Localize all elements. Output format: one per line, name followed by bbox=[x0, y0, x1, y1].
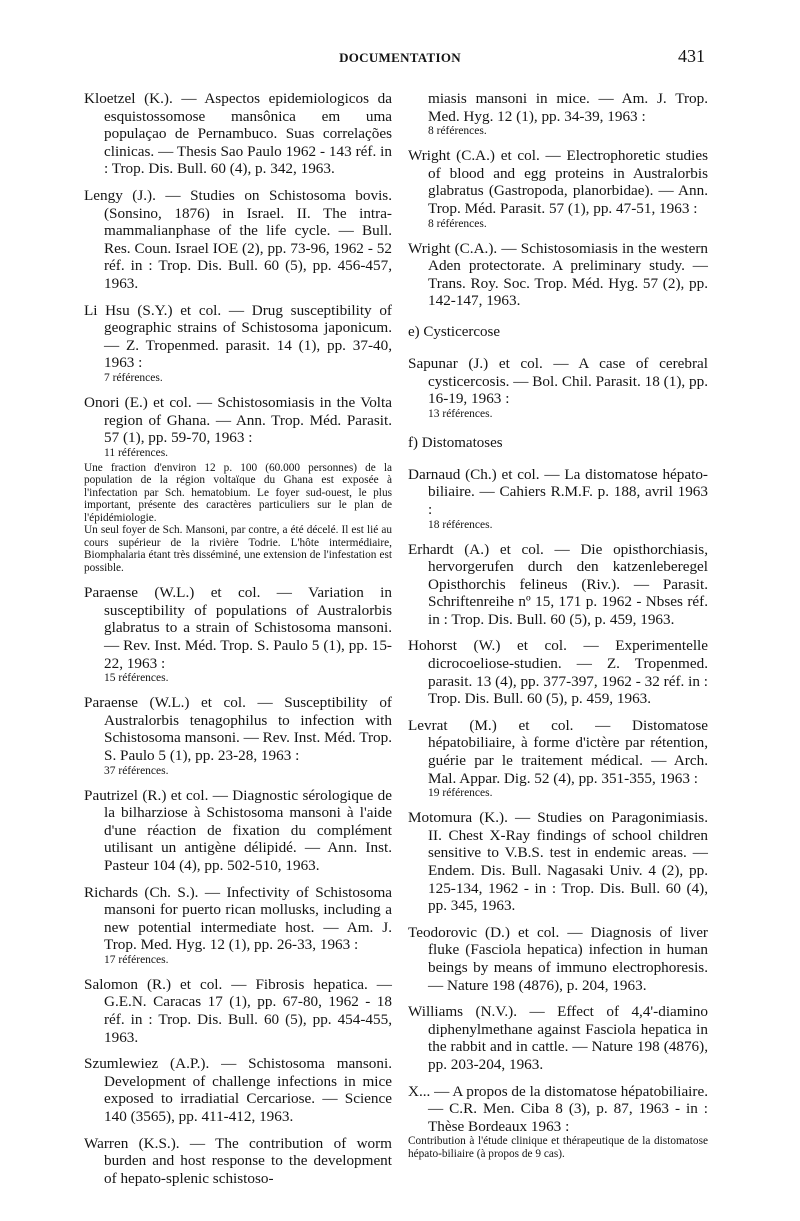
bibliography-entry bbox=[408, 466, 708, 532]
bibliography-entry bbox=[408, 240, 708, 310]
bibliography-entry bbox=[84, 90, 392, 178]
entry-text: Paraense (W.L.) et col. — Susceptibility of Australorbis tenagophilus to infection with Schistosoma mansoni. — Rev. Inst. Méd. Trop. S. Paulo 5 (1), pp. 23-28, 1963 : bbox=[84, 694, 393, 764]
entry-text: Onori (E.) et col. — Schistosomiasis in the Volta region of Ghana. — Ann. Trop. Méd. Parasit. 57 (1), pp. 59-70, 1963 : bbox=[84, 393, 392, 447]
abstract-note: Un seul foyer de Sch. Mansoni, par contre, a été décelé. Il est lié au cours supérieur de la rivière Todrie. L'hôte intermédiaire, Biomphalaria étant très disséminé, une extension de l'infestation est possible. bbox=[84, 524, 392, 574]
entry-text: Szumlewiez (A.P.). — Schistosoma mansoni. Development of challenge infections in mice exposed to irradiatial Cercariose. — Science 140 (3565), pp. 411-412, 1963. bbox=[84, 1055, 392, 1126]
entry-text: Levrat (M.) et col. — Distomatose hépatobiliaire, à forme d'ictère par rétention, guérie par le traitement médical. — Arch. Mal. Appar. Dig. 52 (4), pp. 351-355, 1963 : bbox=[408, 716, 708, 787]
entry-text: Kloetzel (K.). — Aspectos epidemiologicos da esquistossomose mansônica em uma populaçao de Pernambuco. Suas correlações clinicas. — Thesis Sao Paulo 1962 - 143 réf. in : Trop. Dis. Bull. 60 (4), p. 342, 1963. bbox=[84, 90, 392, 178]
left-column bbox=[84, 90, 392, 1196]
bibliography-entry bbox=[84, 584, 392, 685]
bibliography-entry bbox=[84, 976, 392, 1046]
entry-text: Sapunar (J.) et col. — A case of cerebral cysticercosis. — Bol. Chil. Parasit. 18 (1), pp. 16-19, 1963 : bbox=[408, 354, 708, 408]
entry-text: Pautrizel (R.) et col. — Diagnostic sérologique de la bilharziose à Schistosoma mansoni à l'aide d'une réaction de fixation du complément utilisant un antigène délipidé. — Ann. Inst. Pasteur 104 (4), pp. 502-510, 1963. bbox=[84, 786, 392, 874]
reference-count: 37 références. bbox=[104, 764, 169, 777]
section-heading-cysticercose: e) Cysticercose bbox=[408, 323, 501, 340]
bibliography-entry bbox=[84, 1055, 392, 1125]
entry-text: Lengy (J.). — Studies on Schistosoma bovis. (Sonsino, 1876) in Israel. II. The intra-mammalianphase of the life cycle. — Bull. Res. Coun. Israel IOE (2), pp. 73-96, 1962 - 52 réf. in : Trop. Dis. Bull. 60 (5), pp. 456-457, 1963. bbox=[84, 186, 392, 292]
reference-count: 7 références. bbox=[104, 371, 163, 384]
bibliography-entry bbox=[408, 637, 708, 707]
entry-text: Erhardt (A.) et col. — Die opisthorchiasis, hervorgerufen durch den katzenleberegel Opisthorchis felineus (Riv.). — Parasit. Schriftenreihe nº 15, 171 p. 1962 - Nbses réf. in : Trop. Dis. Bull. 60 (5), p. 459, 1963. bbox=[408, 540, 708, 628]
bibliography-entry bbox=[84, 694, 392, 777]
entry-text: Wright (C.A.). — Schistosomiasis in the western Aden protectorate. A preliminary study. — Trans. Roy. Soc. Trop. Méd. Hyg. 57 (2), pp. 142-147, 1963. bbox=[408, 239, 708, 310]
right-column bbox=[408, 90, 708, 1160]
bibliography-entry bbox=[84, 787, 392, 875]
bibliography-entry bbox=[84, 1135, 392, 1188]
entry-text: Motomura (K.). — Studies on Paragonimiasis. II. Chest X-Ray findings of school children sensitive to V.B.S. test in endemic areas. — Endem. Dis. Bull. Nagasaki Univ. 4 (2), pp. 125-134, 1962 - in : Trop. Dis. Bull. 60 (4), pp. 345, 1963. bbox=[408, 809, 708, 915]
entry-text: Wright (C.A.) et col. — Electrophoretic studies of blood and egg proteins in Australorbis glabratus (Gastropoda, planorbidae). — Ann. Trop. Méd. Parasit. 57 (1), pp. 47-51, 1963 : bbox=[408, 147, 708, 217]
entry-text: Paraense (W.L.) et col. — Variation in susceptibility of populations of Australorbis glabratus to a strain of Schistosoma mansoni. — Rev. Inst. Méd. Trop. S. Paulo 5 (1), pp. 15-22, 1963 : bbox=[84, 584, 392, 672]
bibliography-entry bbox=[84, 187, 392, 293]
bibliography-entry bbox=[408, 147, 708, 230]
entry-text: Williams (N.V.). — Effect of 4,4'-diamino diphenylmethane against Fasciola hepatica in the rabbit and in cattle. — Nature 198 (4876), pp. 203-204, 1963. bbox=[408, 1003, 708, 1073]
entry-text: Warren (K.S.). — The contribution of worm burden and host response to the development of hepato-splenic schistoso- bbox=[84, 1134, 392, 1187]
bibliography-entry bbox=[408, 355, 708, 421]
reference-count: 11 références. bbox=[104, 446, 169, 459]
reference-count: 8 références. bbox=[428, 125, 487, 138]
bibliography-entry bbox=[84, 884, 392, 967]
bibliography-entry bbox=[84, 394, 392, 460]
entry-text: X... — A propos de la distomatose hépatobiliaire. — C.R. Men. Ciba 8 (3), p. 87, 1963 - in : Thèse Bordeaux 1963 : bbox=[408, 1082, 708, 1135]
abstract-note: Contribution à l'étude clinique et thérapeutique de la distomatose hépato-biliaire (à propos de 9 cas). bbox=[408, 1135, 708, 1160]
entry-text: Li Hsu (S.Y.) et col. — Drug susceptibility of geographic strains of Schistosoma japonicum. — Z. Tropenmed. parasit. 14 (1), pp. 37-40, 1963 : bbox=[84, 301, 392, 372]
reference-count: 17 références. bbox=[104, 953, 169, 966]
entry-text: miasis mansoni in mice. — Am. J. Trop. Med. Hyg. 12 (1), pp. 34-39, 1963 : bbox=[428, 90, 708, 125]
bibliography-entry bbox=[408, 717, 708, 800]
entry-text: Salomon (R.) et col. — Fibrosis hepatica. — G.E.N. Caracas 17 (1), pp. 67-80, 1962 - 18 réf. in : Trop. Dis. Bull. 60 (5), pp. 454-455, 1963. bbox=[84, 975, 392, 1046]
bibliography-entry bbox=[408, 541, 708, 629]
bibliography-entry bbox=[408, 1003, 708, 1073]
bibliography-entry bbox=[408, 1083, 708, 1136]
abstract-note: Une fraction d'environ 12 p. 100 (60.000 personnes) de la population de la région voltaïque du Ghana est exposée à l'infectation par Sch. hematobium. Le foyer sud-ouest, le plus important, présente des caractères particuliers sur le plan de l'épidémiologie. bbox=[84, 461, 392, 524]
running-header: DOCUMENTATION bbox=[339, 50, 461, 65]
bibliography-entry bbox=[408, 924, 708, 994]
entry-text: Richards (Ch. S.). — Infectivity of Schistosoma mansoni for puerto rican mollusks, including a new potential intermediate host. — Am. J. Trop. Med. Hyg. 12 (1), pp. 26-33, 1963 : bbox=[84, 883, 392, 954]
section-heading-distomatoses: f) Distomatoses bbox=[408, 434, 503, 451]
reference-count: 19 références. bbox=[428, 787, 493, 800]
entry-text: Teodorovic (D.) et col. — Diagnosis of liver fluke (Fasciola hepatica) infection in human beings by means of immuno electrophoresis. — Nature 198 (4876), p. 204, 1963. bbox=[408, 923, 708, 994]
bibliography-entry bbox=[408, 90, 708, 138]
reference-count: 8 références. bbox=[428, 217, 487, 230]
bibliography-entry bbox=[408, 809, 708, 915]
page-number: 431 bbox=[678, 46, 705, 66]
entry-text: Darnaud (Ch.) et col. — La distomatose hépato-biliaire. — Cahiers R.M.F. p. 188, avril 1963 : bbox=[408, 465, 708, 518]
reference-count: 15 références. bbox=[104, 672, 169, 685]
reference-count: 13 références. bbox=[428, 407, 493, 420]
reference-count: 18 références. bbox=[428, 518, 493, 531]
bibliography-entry bbox=[84, 302, 392, 385]
entry-text: Hohorst (W.) et col. — Experimentelle dicrocoeliose-studien. — Z. Tropenmed. parasit. 13 (4), pp. 377-397, 1962 - 32 réf. in : Trop. Dis. Bull. 60 (5), p. 459, 1963. bbox=[408, 637, 708, 708]
